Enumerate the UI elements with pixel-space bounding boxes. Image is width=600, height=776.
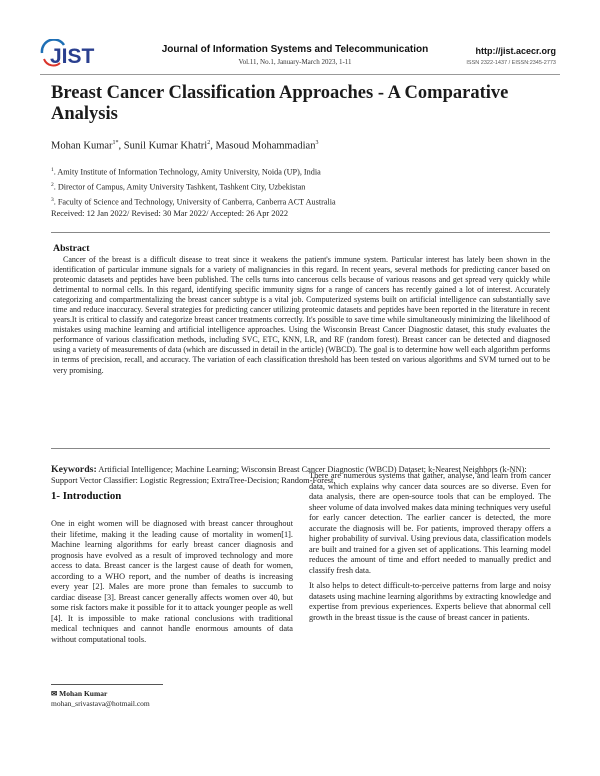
abstract-text: Cancer of the breast is a difficult disease to treat since it weakens the patient's immune system. Particular interest has lately been shown in the identification of particular immune signals for a variety of malignancies in this regard. In recent years, several methods for predicting cancer based on proteomic datasets and peptides have been published. The cells turns into cancerous cells because of various reasons and get spread very quickly while detrimental to normal cells. In this regard, identifying specific immunity signs for a range of cancers has recently gained a lot of interest. Accurately categorizing and compartmentalizing the breast cancer subtype is a vital job. Computerized systems built on artificial intelligence can substantially save time and reduce inaccuracy. Several strategies for predicting cancer utilizing proteomic datasets and peptides have been reported in the literature in recent years.It is critical to classify and categorize breast cancer treatments correctly. It's possible to save time while simultaneously minimizing the likelihood of mistakes using machine learning and artificial intelligence approaches. Using the Wisconsin Breast Cancer Diagnostic dataset, this study evaluates the performance of various classification methods, including SVC, ETC, KNN, LR, and RF (random forest). Breast cancer can be detected and diagnosed using a variety of measurements of data (which are discussed in detail in the article) (WBCD). The goal is to determine how well each algorithm performs in terms of precision, recall, and accuracy. The variation of each classification threshold has been tested on various algorithms and SVM turned out to be very promising. xyxy=(53,255,550,375)
author-name: Mohan Kumar xyxy=(51,140,113,152)
left-column xyxy=(51,490,293,650)
header-divider xyxy=(40,74,560,75)
affiliation-text: . Amity Institute of Information Technology, Amity University, Noida (UP), India xyxy=(53,167,321,177)
affiliation-text: . Faculty of Science and Technology, University of Canberra, Canberra ACT Australia xyxy=(53,198,336,208)
body-paragraph: There are numerous systems that gather, analyse, and learn from cancer data, which explains why cancer data sources are so diverse. Even for data analysis, there are open-source tools that can be employed. The sheer volume of data involved makes data mining techniques very useful for early cancer detection. The earlier cancer is detected, the more accurate the diagnosis will be. For patients, improved therapy offers a higher probability of survival. Using previous data, classification models are built and trained for a given set of applications. This learning model reduces the amount of time and effort needed to manually predict and classify fresh data. xyxy=(309,471,551,575)
right-column xyxy=(309,471,551,628)
author-separator: , xyxy=(210,140,216,152)
author-mark: 2 xyxy=(207,140,211,146)
author-name: Sunil Kumar Khatri xyxy=(123,140,208,152)
journal-title: Journal of Information Systems and Telecommunication xyxy=(161,44,429,55)
affiliation-list xyxy=(51,164,551,210)
author-name: Masoud Mohammadian xyxy=(215,140,316,152)
footnote-divider xyxy=(51,684,163,685)
affiliation-item xyxy=(51,179,551,194)
affiliation-item xyxy=(51,194,551,209)
corresponding-author-email[interactable]: mohan_srivastava@hotmail.com xyxy=(51,699,150,708)
author-separator: , xyxy=(118,140,124,152)
affiliation-item xyxy=(51,164,551,179)
affiliation-mark: 1 xyxy=(51,167,54,173)
body-paragraph: It also helps to detect difficult-to-perceive patterns from large and noisy datasets using machine learning algorithms by extracting knowledge and expertise from previous experiences. Experts believe that abnormal cell growth in the breast tissue is the cause of breast cancer in patients. xyxy=(309,581,551,622)
author-mark: 1* xyxy=(112,140,119,146)
journal-issn: ISSN 2322-1437 / EISSN:2345-2773 xyxy=(466,60,556,66)
journal-logo xyxy=(40,39,98,69)
paper-title: Breast Cancer Classification Approaches - A Comparative Analysis xyxy=(51,83,509,124)
body-paragraph: One in eight women will be diagnosed with breast cancer throughout their lifetime, making it the leading cause of mortality in women[1]. Machine learning algorithms for early breast cancer diagnosis and prognosis have evolved as a result of improved technology and more access to data. Breast cancer is the largest cause of death for women, according to a WHO report, and the number of deaths is increasing every year [2]. Males are more prone than females to succumb to cardiac disease [3]. Breast cancer generally affects women over 40, but some risk factors make it possible for it to attack younger people as well [4]. It is impossible to make rational conclusions with traditional medical techniques and cannot handle enormous amounts of data without computational tools. xyxy=(51,519,293,644)
affiliation-text: . Director of Campus, Amity University Tashkent, Tashkent City, Uzbekistan xyxy=(53,182,306,192)
journal-url[interactable]: http://jist.acecr.org xyxy=(475,46,556,56)
abstract-heading: Abstract xyxy=(53,243,90,254)
author-list xyxy=(51,140,318,152)
corresponding-author-name: Mohan Kumar xyxy=(59,689,108,698)
author-mark: 3 xyxy=(315,140,319,146)
affiliation-mark: 3 xyxy=(51,197,54,204)
section-heading-introduction: 1- Introduction xyxy=(51,490,122,502)
submission-dates: Received: 12 Jan 2022/ Revised: 30 Mar 2022/ Accepted: 26 Apr 2022 xyxy=(51,209,289,218)
affiliation-mark: 2 xyxy=(51,182,54,189)
jist-logo-graphic xyxy=(40,39,98,69)
abstract-section xyxy=(51,232,550,449)
logo-text: JIST xyxy=(50,45,95,68)
keywords-label: Keywords: xyxy=(51,464,97,475)
journal-volume: Vol.11, No.1, January-March 2023, 1-11 xyxy=(238,58,352,66)
corresponding-author xyxy=(51,689,107,698)
keywords-text: Artificial Intelligence; Machine Learning; Wisconsin Breast Cancer Diagnostic (WBCD) Dataset; k-Nearest Neighbors (k-NN): Support Vector Classifier: Logistic Regression; ExtraTree-Decision; Random-Forest. xyxy=(51,465,527,485)
envelope-icon: ✉ xyxy=(51,689,58,698)
